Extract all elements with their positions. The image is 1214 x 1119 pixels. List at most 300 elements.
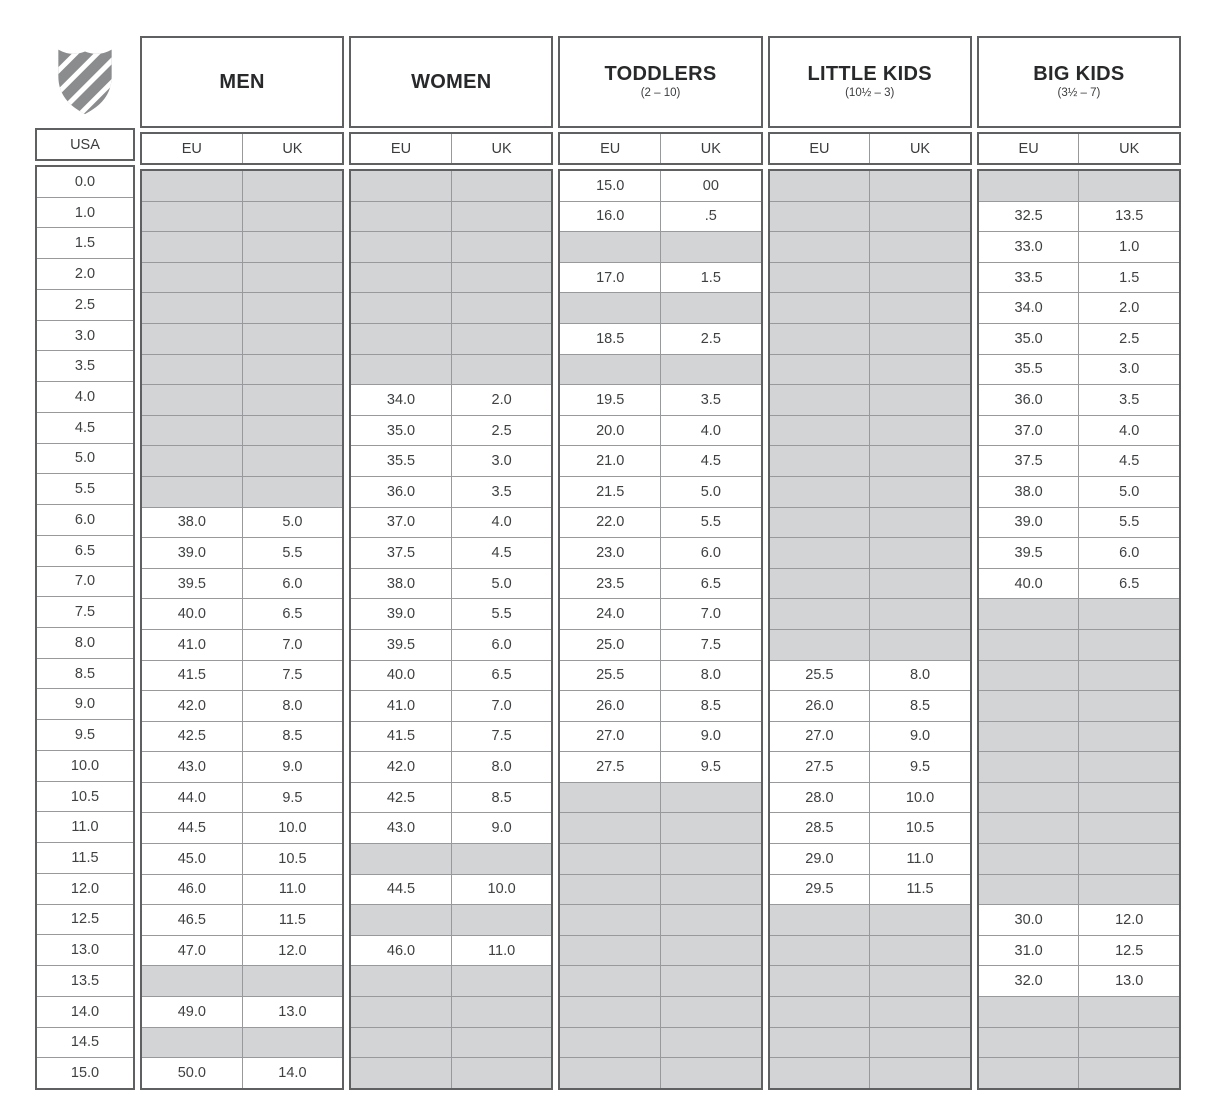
size-cell: 12.0 (242, 936, 343, 966)
empty-cell (1078, 630, 1179, 660)
empty-cell (1078, 599, 1179, 629)
size-cell: 40.0 (177, 606, 206, 623)
brand-logo-zone (35, 36, 135, 124)
size-cell: 8.5 (451, 783, 552, 813)
table-row (770, 935, 970, 966)
table-row (770, 384, 970, 415)
column-header-eu: EU (390, 140, 412, 157)
empty-cell (1078, 661, 1179, 691)
empty-cell (451, 171, 552, 201)
size-cell: 22.0 (596, 514, 625, 531)
size-cell: 35.0 (386, 422, 416, 439)
table-row (142, 171, 342, 201)
empty-cell (770, 1028, 870, 1058)
table-row (351, 384, 551, 415)
size-cell: 6.5 (451, 661, 552, 691)
table-row (142, 751, 342, 782)
size-cell: 10.5 (869, 813, 970, 843)
size-cell: 9.0 (74, 696, 96, 713)
table-row (37, 412, 133, 443)
empty-cell (660, 997, 761, 1027)
size-cell: 46.0 (177, 881, 206, 898)
empty-cell (869, 1028, 970, 1058)
table-row (770, 507, 970, 538)
table-row (351, 1057, 551, 1088)
size-cell: 42.0 (177, 697, 206, 714)
empty-cell (242, 324, 343, 354)
size-cell: 3.0 (451, 446, 552, 476)
table-row (351, 904, 551, 935)
size-cell: 27.5 (596, 759, 625, 776)
empty-cell (242, 202, 343, 232)
size-cell: 1.5 (74, 235, 96, 252)
size-cell: 21.0 (596, 453, 625, 470)
size-cell: 5.5 (74, 481, 96, 498)
body-little-kids (768, 169, 972, 1090)
empty-cell (1078, 1058, 1179, 1088)
size-cell: 39.0 (1014, 514, 1043, 531)
empty-cell (770, 355, 870, 385)
table-row (979, 660, 1179, 691)
empty-cell (660, 293, 761, 323)
empty-cell (660, 844, 761, 874)
size-cell: 18.5 (596, 330, 625, 347)
size-cell: 24.0 (596, 606, 625, 623)
empty-cell (660, 813, 761, 843)
empty-cell (142, 477, 242, 507)
size-cell: 13.0 (1078, 966, 1179, 996)
table-row (770, 843, 970, 874)
empty-cell (351, 232, 451, 262)
size-cell: 16.0 (596, 208, 625, 225)
size-cell: 8.5 (74, 665, 96, 682)
table-row (979, 690, 1179, 721)
size-cell: 3.0 (1078, 355, 1179, 385)
column-header-uk: UK (660, 134, 761, 163)
table-row (979, 1057, 1179, 1088)
empty-cell (869, 599, 970, 629)
empty-cell (142, 1028, 242, 1058)
size-cell: 34.0 (1014, 300, 1043, 317)
empty-cell (979, 1058, 1079, 1088)
size-cell: 37.0 (1014, 422, 1043, 439)
size-cell: 9.5 (869, 752, 970, 782)
column-group-usa (35, 36, 135, 1090)
empty-cell (242, 293, 343, 323)
size-cell: 33.5 (1014, 269, 1043, 286)
table-row (37, 167, 133, 197)
size-cell: 1.0 (74, 204, 96, 221)
size-cell: 49.0 (177, 1003, 206, 1020)
empty-cell (770, 630, 870, 660)
table-row (351, 354, 551, 385)
empty-cell (869, 630, 970, 660)
size-cell: 8.0 (242, 691, 343, 721)
table-row (37, 781, 133, 812)
empty-cell (979, 813, 1079, 843)
empty-cell (869, 355, 970, 385)
group-title: WOMEN (411, 70, 492, 93)
empty-cell (451, 905, 552, 935)
size-cell: 14.0 (70, 1003, 100, 1020)
table-row (37, 258, 133, 289)
empty-cell (451, 355, 552, 385)
table-row (560, 507, 760, 538)
subheader-usa (35, 128, 135, 161)
empty-cell (979, 599, 1079, 629)
empty-cell (1078, 752, 1179, 782)
table-row (560, 384, 760, 415)
size-cell: 7.0 (660, 599, 761, 629)
body-women (349, 169, 553, 1090)
size-cell: 7.5 (74, 604, 96, 621)
size-cell: 10.0 (242, 813, 343, 843)
table-row (37, 473, 133, 504)
empty-cell (242, 385, 343, 415)
size-cell: 39.0 (177, 544, 206, 561)
size-cell: 11.5 (242, 905, 343, 935)
empty-cell (869, 997, 970, 1027)
empty-cell (142, 263, 242, 293)
empty-cell (770, 936, 870, 966)
empty-cell (560, 844, 660, 874)
size-cell: 46.0 (386, 942, 416, 959)
size-cell: 7.0 (451, 691, 552, 721)
size-cell: 7.5 (242, 661, 343, 691)
table-row (142, 445, 342, 476)
table-row (37, 350, 133, 381)
size-cell: 5.5 (660, 508, 761, 538)
size-cell: 10.0 (70, 757, 100, 774)
group-subtitle: (3½ – 7) (1057, 87, 1101, 100)
empty-cell (770, 997, 870, 1027)
size-cell: 5.0 (660, 477, 761, 507)
empty-cell (979, 691, 1079, 721)
table-row (142, 660, 342, 691)
table-row (770, 354, 970, 385)
empty-cell (451, 966, 552, 996)
table-row (560, 629, 760, 660)
size-cell: 8.0 (451, 752, 552, 782)
empty-cell (869, 966, 970, 996)
empty-cell (979, 997, 1079, 1027)
table-row (142, 537, 342, 568)
size-cell: 8.5 (660, 691, 761, 721)
empty-cell (560, 997, 660, 1027)
table-row (560, 1057, 760, 1088)
size-cell: 4.5 (1078, 446, 1179, 476)
empty-cell (451, 324, 552, 354)
empty-cell (770, 446, 870, 476)
size-cell: 38.0 (177, 514, 206, 531)
column-header-usa: USA (70, 136, 100, 153)
table-row (770, 537, 970, 568)
size-cell: 5.0 (242, 508, 343, 538)
empty-cell (451, 232, 552, 262)
table-row (142, 843, 342, 874)
size-cell: 6.5 (242, 599, 343, 629)
table-row (979, 445, 1179, 476)
table-row (351, 935, 551, 966)
empty-cell (770, 232, 870, 262)
table-row (37, 197, 133, 228)
table-row (979, 721, 1179, 752)
table-row (37, 627, 133, 658)
table-row (560, 965, 760, 996)
table-row (351, 996, 551, 1027)
size-cell: 8.0 (74, 634, 96, 651)
table-row (770, 1027, 970, 1058)
size-cell: 28.0 (805, 789, 834, 806)
size-cell: 6.0 (242, 569, 343, 599)
size-cell: 31.0 (1014, 942, 1043, 959)
table-row (560, 537, 760, 568)
size-cell: 42.5 (386, 789, 416, 806)
table-row (560, 935, 760, 966)
size-cell: 10.5 (242, 844, 343, 874)
size-cell: 44.5 (177, 820, 206, 837)
table-row (979, 874, 1179, 905)
empty-cell (451, 202, 552, 232)
column-header-eu: EU (1018, 140, 1039, 157)
table-row (979, 629, 1179, 660)
empty-cell (770, 569, 870, 599)
table-row (979, 262, 1179, 293)
empty-cell (770, 966, 870, 996)
empty-cell (560, 905, 660, 935)
column-group-toddlers (558, 36, 762, 1090)
table-row (142, 292, 342, 323)
table-row (142, 476, 342, 507)
size-cell: 12.0 (1078, 905, 1179, 935)
empty-cell (242, 416, 343, 446)
table-row (979, 568, 1179, 599)
size-cell: 37.5 (1014, 453, 1043, 470)
size-cell: 37.0 (386, 514, 416, 531)
empty-cell (770, 905, 870, 935)
size-cell: 26.0 (805, 697, 834, 714)
table-row (351, 660, 551, 691)
group-header-little-kids (768, 36, 972, 128)
empty-cell (142, 416, 242, 446)
size-cell: 12.0 (70, 880, 100, 897)
size-cell: 35.5 (1014, 361, 1043, 378)
table-row (770, 904, 970, 935)
size-cell: 35.5 (386, 453, 416, 470)
size-cell: 28.5 (805, 820, 834, 837)
empty-cell (770, 538, 870, 568)
table-row (351, 965, 551, 996)
empty-cell (560, 966, 660, 996)
size-cell: 7.0 (74, 573, 96, 590)
empty-cell (869, 263, 970, 293)
table-row (560, 904, 760, 935)
size-cell: 8.0 (660, 661, 761, 691)
empty-cell (560, 355, 660, 385)
column-group-women (349, 36, 553, 1090)
size-cell: 8.0 (869, 661, 970, 691)
table-row (37, 596, 133, 627)
size-cell: 9.5 (242, 783, 343, 813)
empty-cell (142, 171, 242, 201)
size-cell: 5.5 (451, 599, 552, 629)
table-row (37, 842, 133, 873)
size-cell: 39.5 (1014, 544, 1043, 561)
table-row (37, 320, 133, 351)
group-header-women (349, 36, 553, 128)
empty-cell (142, 324, 242, 354)
size-cell: 8.5 (242, 722, 343, 752)
empty-cell (660, 1058, 761, 1088)
table-row (351, 262, 551, 293)
table-row (351, 721, 551, 752)
empty-cell (242, 355, 343, 385)
size-cell: 13.0 (70, 942, 100, 959)
table-row (37, 719, 133, 750)
table-row (351, 751, 551, 782)
empty-cell (560, 936, 660, 966)
table-row (37, 566, 133, 597)
table-row (351, 782, 551, 813)
size-cell: 5.0 (1078, 477, 1179, 507)
table-row (37, 1027, 133, 1058)
empty-cell (770, 293, 870, 323)
table-row (770, 231, 970, 262)
table-row (770, 323, 970, 354)
size-cell: 45.0 (177, 850, 206, 867)
size-cell: 40.0 (1014, 575, 1043, 592)
empty-cell (979, 783, 1079, 813)
size-cell: 23.0 (596, 544, 625, 561)
empty-cell (451, 997, 552, 1027)
table-row (770, 568, 970, 599)
size-cell: 1.5 (1078, 263, 1179, 293)
size-cell: 6.5 (1078, 569, 1179, 599)
table-row (979, 782, 1179, 813)
table-row (560, 231, 760, 262)
size-cell: 5.0 (451, 569, 552, 599)
size-cell: 5.5 (1078, 508, 1179, 538)
table-row (770, 171, 970, 201)
table-row (979, 965, 1179, 996)
empty-cell (770, 385, 870, 415)
table-row (351, 1027, 551, 1058)
empty-cell (770, 416, 870, 446)
size-cell: 42.0 (386, 759, 416, 776)
size-cell: 3.5 (451, 477, 552, 507)
column-header-eu: EU (181, 140, 202, 157)
table-row (37, 811, 133, 842)
empty-cell (869, 569, 970, 599)
table-row (351, 568, 551, 599)
table-row (979, 935, 1179, 966)
size-cell: 11.0 (869, 844, 970, 874)
table-row (142, 231, 342, 262)
size-cell: 27.0 (805, 728, 834, 745)
empty-cell (351, 355, 451, 385)
table-row (560, 812, 760, 843)
empty-cell (1078, 844, 1179, 874)
size-cell: 2.5 (660, 324, 761, 354)
table-row (770, 812, 970, 843)
empty-cell (451, 1028, 552, 1058)
table-row (770, 660, 970, 691)
size-cell: 12.5 (1078, 936, 1179, 966)
size-cell: 39.0 (386, 606, 416, 623)
size-cell: 6.0 (1078, 538, 1179, 568)
column-group-men (140, 36, 344, 1090)
kswiss-shield-logo (54, 44, 116, 116)
size-cell: 44.5 (386, 881, 416, 898)
size-cell: 11.0 (242, 875, 343, 905)
empty-cell (451, 263, 552, 293)
table-row (770, 751, 970, 782)
size-cell: 21.5 (596, 483, 625, 500)
empty-cell (351, 1028, 451, 1058)
table-row (142, 629, 342, 660)
subheader-women (349, 132, 553, 165)
table-row (979, 507, 1179, 538)
empty-cell (560, 875, 660, 905)
table-row (37, 658, 133, 689)
empty-cell (1078, 783, 1179, 813)
empty-cell (660, 905, 761, 935)
size-cell: 2.0 (74, 266, 96, 283)
size-cell: 37.5 (386, 544, 416, 561)
table-row (560, 568, 760, 599)
table-row (37, 504, 133, 535)
size-cell: 27.5 (805, 759, 834, 776)
table-row (351, 292, 551, 323)
empty-cell (1078, 1028, 1179, 1058)
table-row (560, 201, 760, 232)
size-cell: .5 (660, 202, 761, 232)
table-row (142, 996, 342, 1027)
table-row (560, 660, 760, 691)
table-row (770, 476, 970, 507)
table-row (351, 690, 551, 721)
empty-cell (770, 202, 870, 232)
empty-cell (242, 966, 343, 996)
table-row (560, 721, 760, 752)
size-cell: 38.0 (386, 575, 416, 592)
table-row (351, 415, 551, 446)
table-row (770, 1057, 970, 1088)
table-row (770, 782, 970, 813)
table-row (351, 171, 551, 201)
size-cell: 4.5 (451, 538, 552, 568)
empty-cell (1078, 722, 1179, 752)
size-cell: 35.0 (1014, 330, 1043, 347)
table-row (142, 874, 342, 905)
column-header-eu: EU (600, 140, 621, 157)
empty-cell (979, 1028, 1079, 1058)
empty-cell (1078, 997, 1179, 1027)
empty-cell (770, 171, 870, 201)
table-row (560, 843, 760, 874)
empty-cell (869, 1058, 970, 1088)
empty-cell (979, 844, 1079, 874)
table-row (37, 443, 133, 474)
table-row (351, 843, 551, 874)
table-row (979, 354, 1179, 385)
table-row (560, 445, 760, 476)
size-cell: 9.0 (869, 722, 970, 752)
body-big-kids (977, 169, 1181, 1090)
table-row (351, 537, 551, 568)
column-header-eu: EU (809, 140, 830, 157)
size-cell: 3.5 (660, 385, 761, 415)
